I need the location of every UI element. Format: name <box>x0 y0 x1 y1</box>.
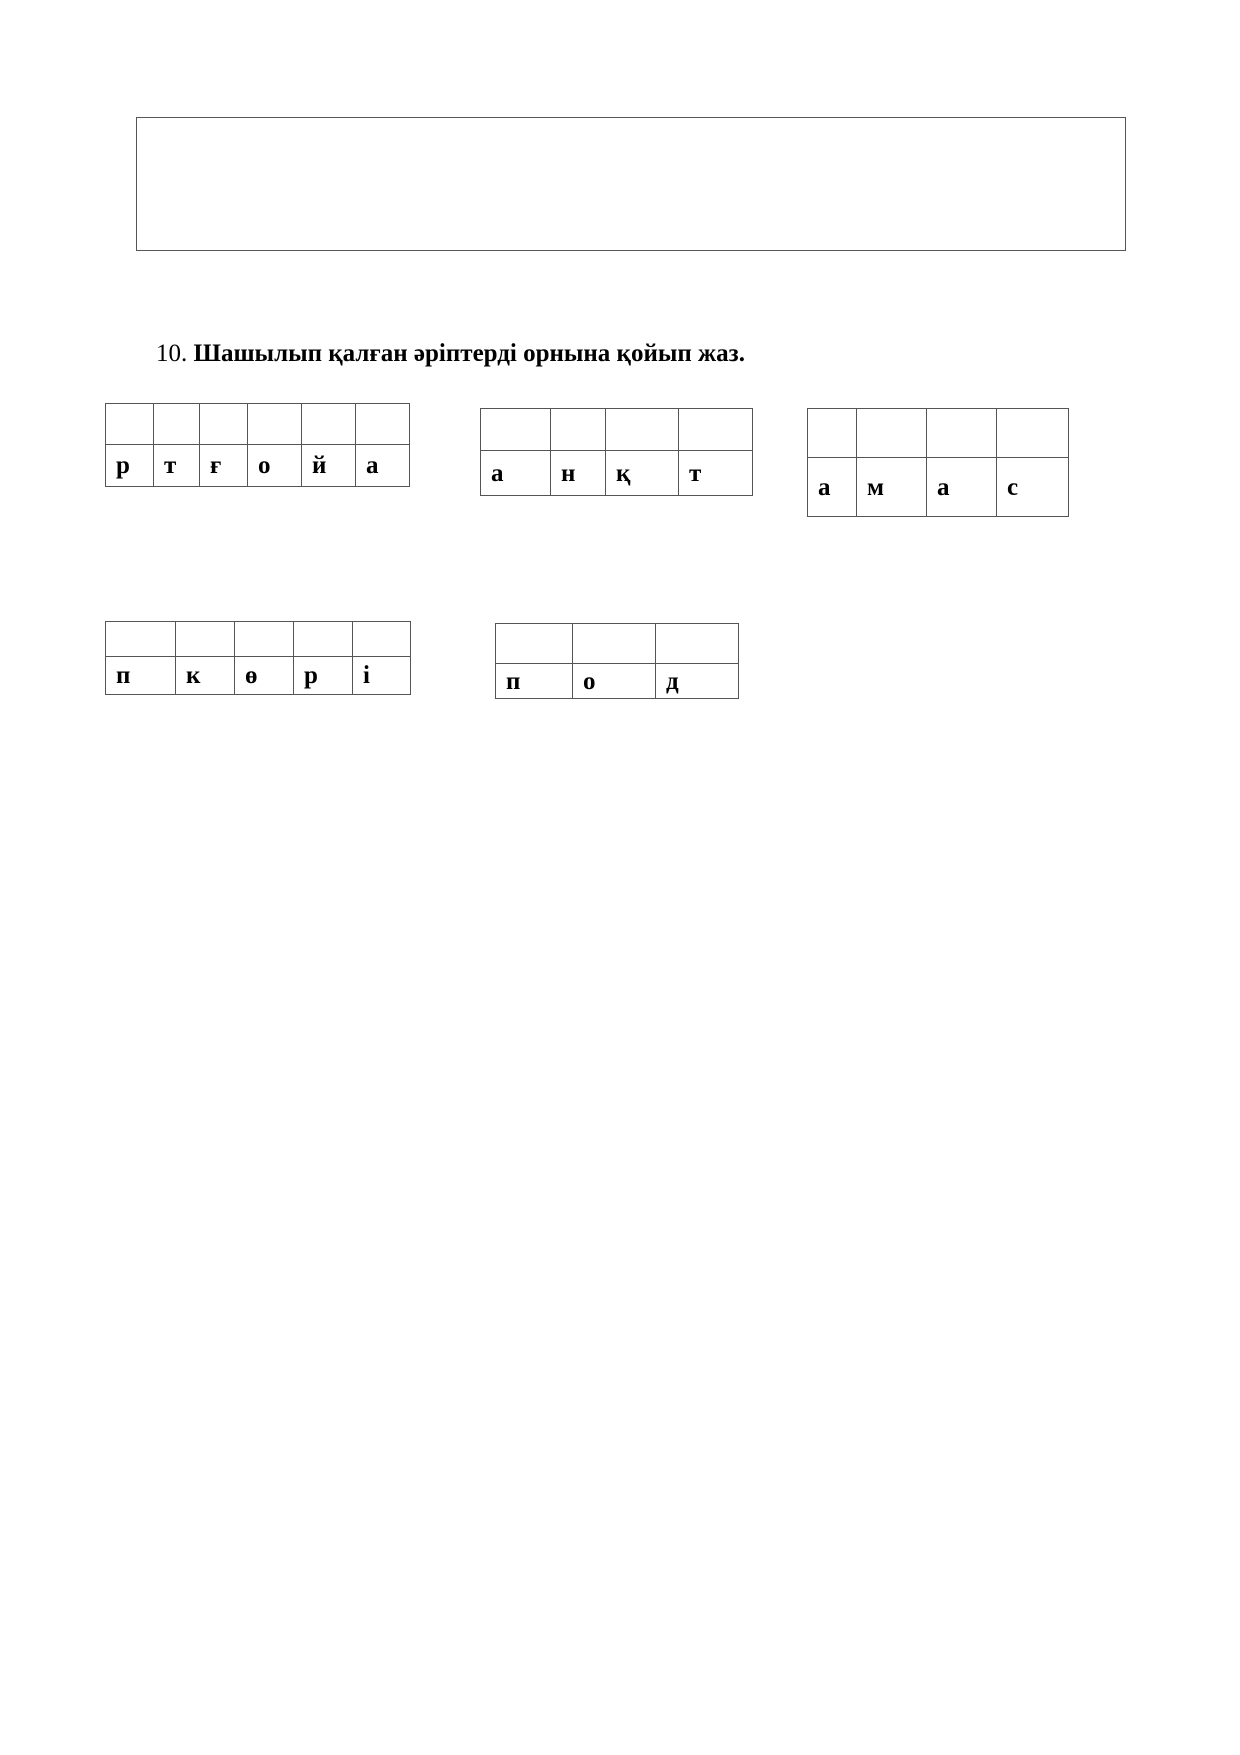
answer-cell[interactable] <box>551 409 606 451</box>
puzzle-1 <box>105 403 410 487</box>
letter-cell: о <box>573 664 656 699</box>
letter-cell: т <box>154 445 200 487</box>
letter-cell: р <box>294 657 353 695</box>
letter-cell: а <box>481 451 551 496</box>
letter-cell: ө <box>235 657 294 695</box>
letter-cell: п <box>496 664 573 699</box>
answer-cell[interactable] <box>353 622 411 657</box>
task-heading <box>156 340 745 368</box>
answer-cell[interactable] <box>679 409 753 451</box>
answer-cell[interactable] <box>302 404 356 445</box>
answer-cell[interactable] <box>857 409 927 458</box>
letter-cell: й <box>302 445 356 487</box>
answer-cell[interactable] <box>656 624 739 664</box>
puzzle-2 <box>480 408 753 496</box>
puzzle-3 <box>807 408 1069 517</box>
puzzle-5 <box>495 623 739 699</box>
answer-cell[interactable] <box>200 404 248 445</box>
answer-cell[interactable] <box>481 409 551 451</box>
letter-cell: м <box>857 458 927 517</box>
answer-cell[interactable] <box>106 622 176 657</box>
answer-cell[interactable] <box>294 622 353 657</box>
answer-cell[interactable] <box>356 404 410 445</box>
answer-cell[interactable] <box>997 409 1069 458</box>
task-text: Шашылып қалған әріптерді орнына қойып жаз. <box>193 340 745 367</box>
answer-cell[interactable] <box>808 409 857 458</box>
answer-cell[interactable] <box>154 404 200 445</box>
answer-cell[interactable] <box>106 404 154 445</box>
letter-cell: о <box>248 445 302 487</box>
answer-cell[interactable] <box>176 622 235 657</box>
puzzle-4 <box>105 621 411 695</box>
letter-cell: с <box>997 458 1069 517</box>
letter-cell: к <box>176 657 235 695</box>
answer-cell[interactable] <box>606 409 679 451</box>
answer-cell[interactable] <box>927 409 997 458</box>
letter-cell: ғ <box>200 445 248 487</box>
letter-cell: р <box>106 445 154 487</box>
letter-cell: і <box>353 657 411 695</box>
letter-cell: н <box>551 451 606 496</box>
answer-box <box>136 117 1126 251</box>
answer-cell[interactable] <box>248 404 302 445</box>
letter-cell: п <box>106 657 176 695</box>
letter-cell: т <box>679 451 753 496</box>
letter-cell: а <box>927 458 997 517</box>
answer-cell[interactable] <box>496 624 573 664</box>
letter-cell: қ <box>606 451 679 496</box>
answer-cell[interactable] <box>235 622 294 657</box>
answer-cell[interactable] <box>573 624 656 664</box>
letter-cell: а <box>356 445 410 487</box>
task-number: 10. <box>156 340 188 367</box>
letter-cell: д <box>656 664 739 699</box>
letter-cell: а <box>808 458 857 517</box>
